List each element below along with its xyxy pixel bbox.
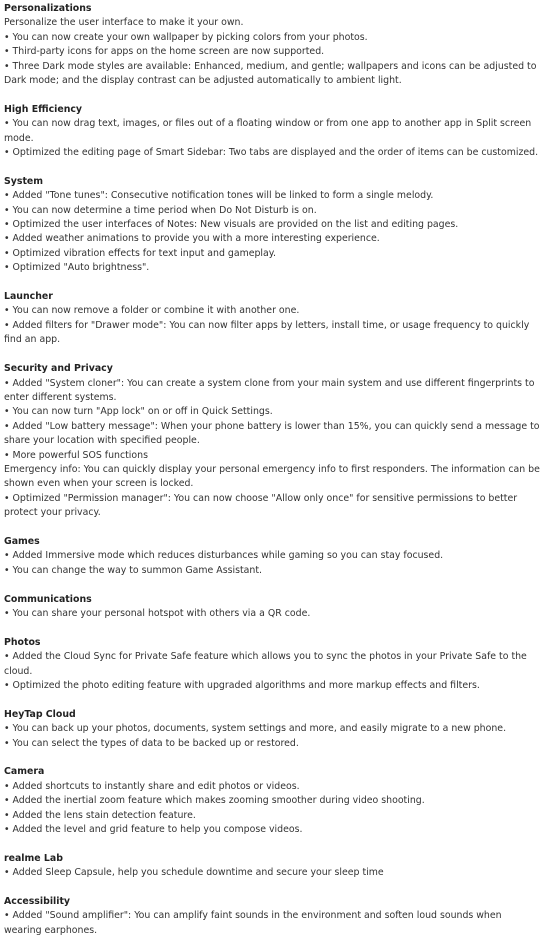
list-item: • Added "Sound amplifier": You can amplify faint sounds in the environment and soften loud sounds when wearing earphones. <box>4 910 502 936</box>
section-high-efficiency <box>4 103 540 161</box>
list-item: • Added weather animations to provide you with a more interesting experience. <box>4 233 380 245</box>
section-heading: Camera <box>4 766 45 778</box>
section-games <box>4 535 540 578</box>
section-heading: Personalizations <box>4 3 92 14</box>
section-photos <box>4 636 540 694</box>
section-camera <box>4 765 540 837</box>
list-item: Personalize the user interface to make it your own. <box>4 17 244 29</box>
section-heytap-cloud <box>4 708 540 751</box>
list-item: • You can now drag text, images, or files out of a floating window or from one app to another app in Split screen mode. <box>4 118 532 144</box>
list-item: • Added "System cloner": You can create a system clone from your main system and use different fingerprints to enter different systems. <box>4 377 535 403</box>
list-item: • You can now remove a folder or combine it with another one. <box>4 305 300 317</box>
list-item: • Added the Cloud Sync for Private Safe feature which allows you to sync the photos in your Private Safe to the cloud. <box>4 651 527 677</box>
list-item: • Optimized the photo editing feature with upgraded algorithms and more markup effects and filters. <box>4 679 480 691</box>
list-item: • You can select the types of data to be backed up or restored. <box>4 737 299 749</box>
section-heading: High Efficiency <box>4 103 83 115</box>
list-item: • Added "Tone tunes": Consecutive notification tones will be linked to form a single melody. <box>4 190 434 202</box>
list-item: • Added Immersive mode which reduces disturbances while gaming so you can stay focused. <box>4 550 444 562</box>
section-heading: Photos <box>4 636 41 648</box>
list-item: • Optimized the user interfaces of Notes: New visuals are provided on the list and editing pages. <box>4 219 459 231</box>
section-heading: Launcher <box>4 291 53 303</box>
section-heading: HeyTap Cloud <box>4 708 76 720</box>
section-heading: realme Lab <box>4 852 63 864</box>
list-item: • Third-party icons for apps on the home screen are now supported. <box>4 46 325 58</box>
list-item: • Added shortcuts to instantly share and edit photos or videos. <box>4 780 300 792</box>
section-system <box>4 175 540 276</box>
list-item: • Added "Low battery message": When your phone battery is lower than 15%, you can quickly send a message to share your location with specified people. <box>4 420 540 447</box>
section-heading: Security and Privacy <box>4 363 113 375</box>
section-communications <box>4 593 540 622</box>
list-item: Emergency info: You can quickly display your personal emergency info to first responders. The information can be shown even when your screen is locked. <box>4 463 540 490</box>
list-item: • You can change the way to summon Game Assistant. <box>4 564 262 576</box>
section-heading: Accessibility <box>4 896 71 908</box>
list-item: • You can now determine a time period when Do Not Disturb is on. <box>4 204 317 216</box>
list-item: • Added the level and grid feature to help you compose videos. <box>4 824 303 836</box>
section-realme-lab <box>4 852 540 881</box>
list-item: • Three Dark mode styles are available: Enhanced, medium, and gentle; wallpapers and icons can be adjusted to Dark mode; and the display contrast can be adjusted automatically to ambient light. <box>4 60 537 87</box>
section-launcher <box>4 290 540 348</box>
section-personalizations <box>4 2 540 88</box>
list-item: • More powerful SOS functions <box>4 449 148 461</box>
list-item: • You can back up your photos, documents, system settings and more, and easily migrate to a new phone. <box>4 723 507 735</box>
list-item: • Added filters for "Drawer mode": You can now filter apps by letters, install time, or usage frequency to quickly find an app. <box>4 319 530 346</box>
list-item: • Optimized "Auto brightness". <box>4 262 150 274</box>
list-item: • Added the inertial zoom feature which makes zooming smoother during video shooting. <box>4 795 425 807</box>
section-heading: System <box>4 175 44 187</box>
section-heading: Communications <box>4 593 92 605</box>
list-item: • Optimized vibration effects for text input and gameplay. <box>4 247 276 259</box>
list-item: • You can share your personal hotspot with others via a QR code. <box>4 607 311 619</box>
list-item: • Optimized the editing page of Smart Sidebar: Two tabs are displayed and the order of items can be customized. <box>4 147 539 159</box>
list-item: • You can now turn "App lock" on or off in Quick Settings. <box>4 406 273 418</box>
section-heading: Games <box>4 535 40 547</box>
section-security-and-privacy <box>4 362 540 520</box>
list-item: • You can now create your own wallpaper by picking colors from your photos. <box>4 31 368 43</box>
list-item: • Added Sleep Capsule, help you schedule downtime and secure your sleep time <box>4 867 384 879</box>
list-item: • Optimized "Permission manager": You can now choose "Allow only once" for sensitive permissions to better protect your privacy. <box>4 492 518 519</box>
section-accessibility <box>4 895 540 938</box>
list-item: • Added the lens stain detection feature. <box>4 809 196 821</box>
